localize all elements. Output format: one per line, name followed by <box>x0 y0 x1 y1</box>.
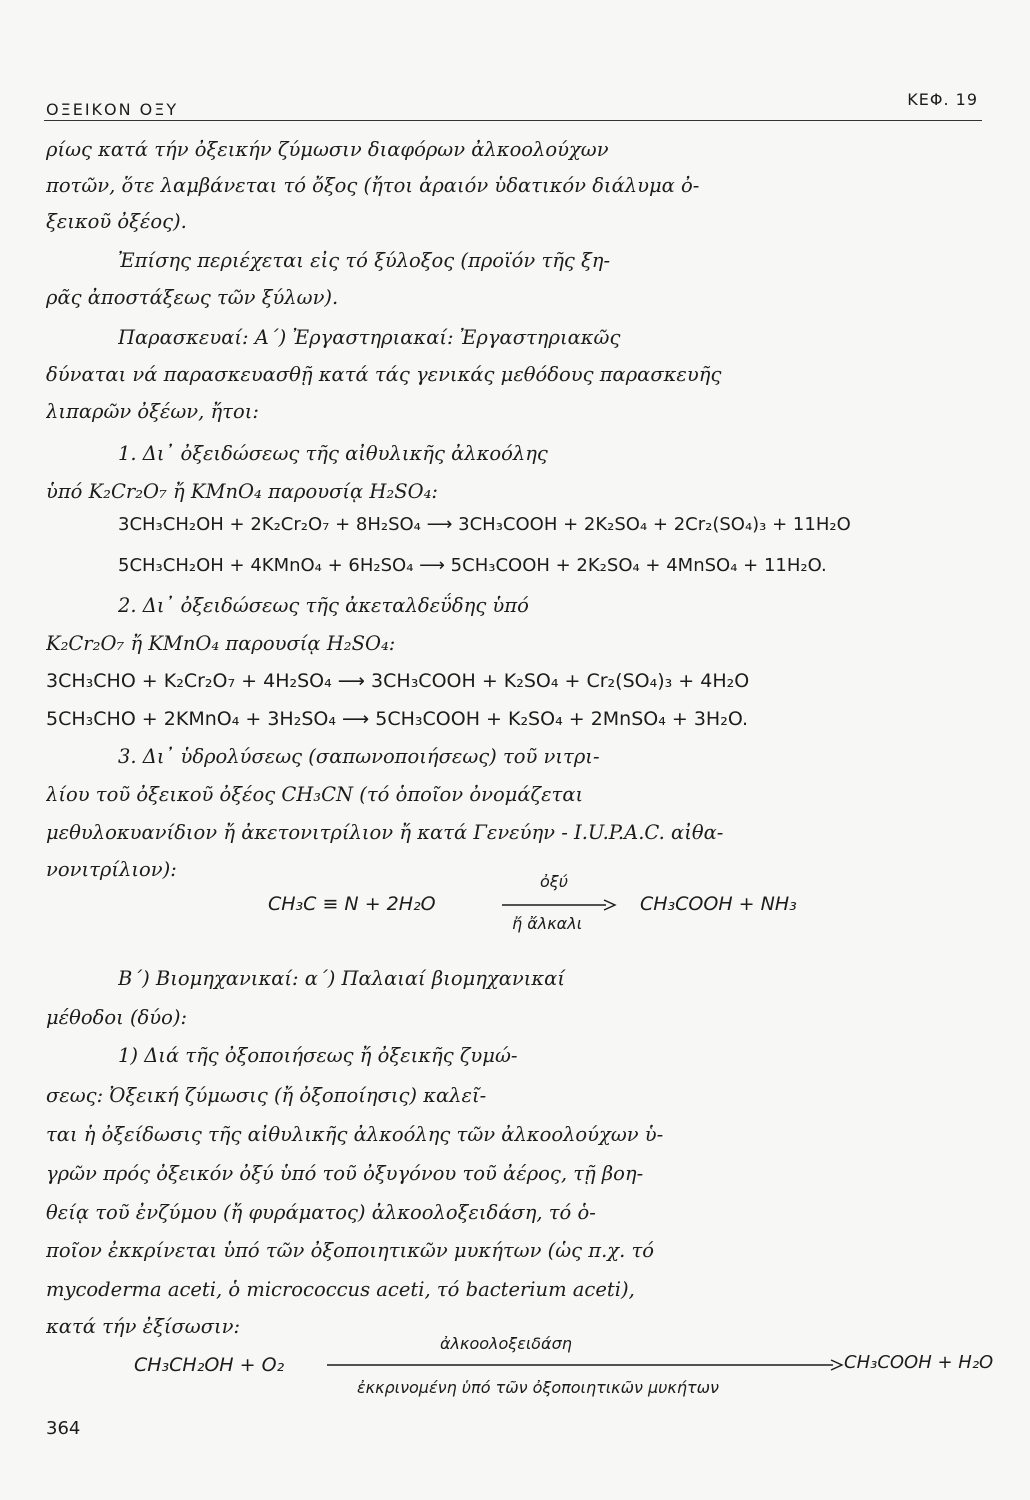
text-line: Ἐπίσης περιέχεται εἰς τό ξύλοξος (προϊόν τῆς ξη- <box>118 249 611 272</box>
text-line: μεθυλοκυανίδιον ἤ ἀκετονιτρίλιον ἤ κατά Γενεύην - I.U.P.A.C. αἰθα- <box>46 821 724 844</box>
text-line: ρᾶς ἀποστάξεως τῶν ξύλων). <box>46 286 339 309</box>
text-line: δύναται νά παρασκευασθῇ κατά τάς γενικάς μεθόδους παρασκευῆς <box>46 363 722 386</box>
method-heading-1: 1. Δι᾽ ὀξειδώσεως τῆς αἰθυλικῆς ἀλκοόλης <box>118 442 548 465</box>
text-line: ται ἡ ὀξείδωσις τῆς αἰθυλικῆς ἀλκοόλης τῶν ἀλκοολούχων ὑ- <box>46 1123 664 1146</box>
text-line: μέθοδοι (δύο): <box>46 1006 188 1029</box>
arrow-condition-below: ἤ ἄλκαλι <box>512 914 583 933</box>
method-heading-2: 2. Δι᾽ ὀξειδώσεως τῆς ἀκεταλδεΰδης ὑπό <box>118 594 529 617</box>
text-line: σεως: Ὀξεική ζύμωσις (ἤ ὀξοποίησις) καλεῖ- <box>46 1084 487 1107</box>
equation-dichromate-acetaldehyde: 3CH₃CHO + K₂Cr₂O₇ + 4H₂SO₄ ⟶ 3CH₃COOH + K₂SO₄ + Cr₂(SO₄)₃ + 4H₂O <box>46 670 750 692</box>
text-line: λίου τοῦ ὀξεικοῦ ὀξέος CH₃CN (τό ὁποῖον ὀνομάζεται <box>46 783 584 806</box>
text-line: κατά τήν ἐξίσωσιν: <box>46 1315 241 1338</box>
text-line: γρῶν πρός ὀξεικόν ὀξύ ὑπό τοῦ ὀξυγόνου τοῦ ἀέρος, τῇ βοη- <box>46 1162 644 1185</box>
chapter-label: ΚΕΦ. 19 <box>907 90 978 109</box>
text-line: λιπαρῶν ὀξέων, ἤτοι: <box>46 400 259 423</box>
equation-left-side: CH₃C ≡ N + 2H₂O <box>268 893 436 915</box>
equation-right-side: CH₃COOH + NH₃ <box>640 893 797 915</box>
equation-left-side: CH₃CH₂OH + O₂ <box>134 1354 285 1376</box>
text-line: ποτῶν, ὅτε λαμβάνεται τό ὄξος (ἤτοι ἀραιόν ὑδατικόν διάλυμα ὀ- <box>46 174 700 197</box>
running-header-title: ΟΞΕΙΚΟΝ ΟΞΥ <box>46 100 179 119</box>
equation-permanganate-acetaldehyde: 5CH₃CHO + 2KMnO₄ + 3H₂SO₄ ⟶ 5CH₃COOH + K₂SO₄ + 2MnSO₄ + 3H₂O. <box>46 708 749 730</box>
reaction-arrow <box>325 1358 845 1372</box>
header-rule <box>44 120 982 121</box>
method-heading-industrial-1: 1) Διά τῆς ὀξοποιήσεως ἤ ὀξεικῆς ζυμώ- <box>118 1044 518 1067</box>
text-line: mycoderma aceti, ὁ micrococcus aceti, τό bacterium aceti), <box>46 1278 635 1301</box>
equation-dichromate-ethanol: 3CH₃CH₂OH + 2K₂Cr₂O₇ + 8H₂SO₄ ⟶ 3CH₃COOH + 2K₂SO₄ + 2Cr₂(SO₄)₃ + 11H₂O <box>118 514 851 535</box>
text-line: ποῖον ἐκκρίνεται ὑπό τῶν ὀξοποιητικῶν μυκήτων (ὡς π.χ. τό <box>46 1239 655 1262</box>
equation-permanganate-ethanol: 5CH₃CH₂OH + 4KMnO₄ + 6H₂SO₄ ⟶ 5CH₃COOH + 2K₂SO₄ + 4MnSO₄ + 11H₂O. <box>118 555 827 576</box>
equation-right-side: CH₃COOH + H₂O <box>844 1352 994 1373</box>
section-heading-industrial: Β΄) Βιομηχανικαί: α΄) Παλαιαί βιομηχανικαί <box>118 967 565 990</box>
reaction-arrow <box>500 898 618 912</box>
section-heading-preparations: Παρασκευαί: Α΄) Ἐργαστηριακαί: Ἐργαστηριακῶς <box>118 326 621 349</box>
text-line: K₂Cr₂O₇ ἤ KMnO₄ παρουσίᾳ H₂SO₄: <box>46 632 396 655</box>
arrow-condition-below: ἐκκρινομένη ὑπό τῶν ὀξοποιητικῶν μυκήτων <box>357 1378 719 1397</box>
arrow-condition-above: ἀλκοολοξειδάση <box>440 1334 572 1353</box>
page-number: 364 <box>46 1418 81 1439</box>
text-line: ὑπό K₂Cr₂O₇ ἤ KMnO₄ παρουσίᾳ H₂SO₄: <box>46 480 438 503</box>
text-line: ρίως κατά τήν ὀξεικήν ζύμωσιν διαφόρων ἀλκοολούχων <box>46 138 609 161</box>
text-line: ξεικοῦ ὀξέος). <box>46 210 187 233</box>
arrow-condition-above: ὀξύ <box>540 872 568 891</box>
method-heading-3: 3. Δι᾽ ὑδρολύσεως (σαπωνοποιήσεως) τοῦ νιτρι- <box>118 745 600 768</box>
text-line: νονιτρίλιον): <box>46 858 177 881</box>
text-line: θείᾳ τοῦ ἐνζύμου (ἤ φυράματος) ἀλκοολοξειδάση, τό ὁ- <box>46 1201 596 1224</box>
